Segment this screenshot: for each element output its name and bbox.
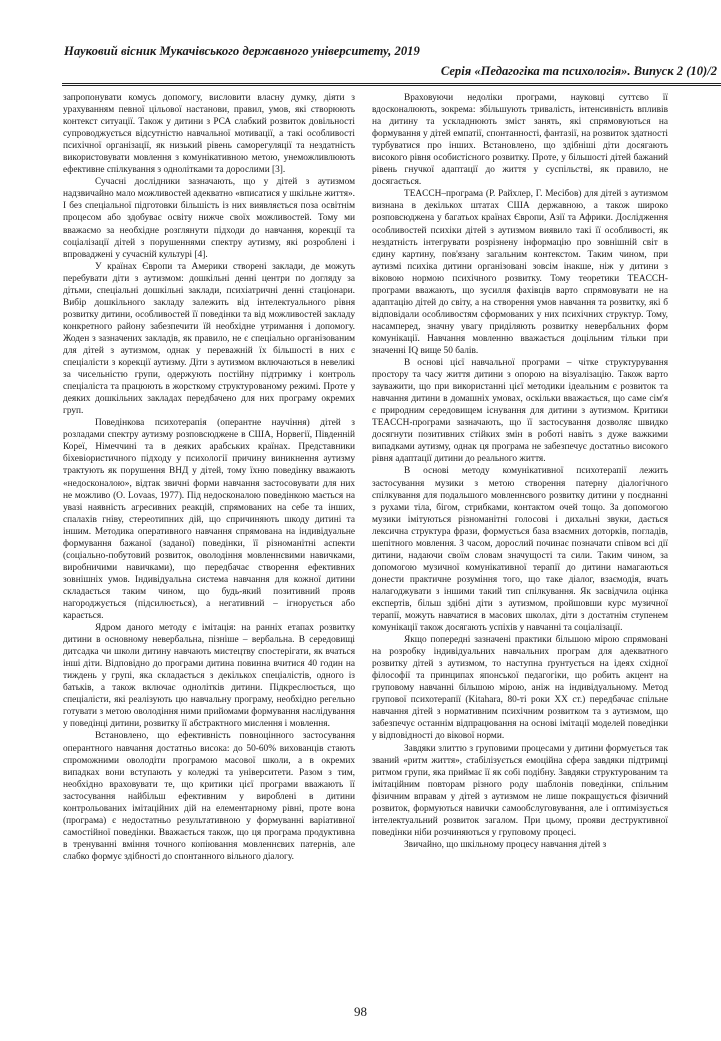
paragraph-right-1: Враховуючи недоліки програми, науковці суттєво її вдосконалюють, зокрема: збільшують тривалість, інтенсивність впливів на дитину та ускладнюють зміст занять, які спрямовуються на формування у дітей емпатії, спонтанності, фантазії, на розвиток здатності турбуватися про інших. Встановлено, що здібніші діти досягають високого рівня особистісного розвитку. Проте, у більшості дітей бажаний рівень гнучкої адаптації до життя у суспільстві, як правило, не досягається. [372,93,668,188]
left-column [63,92,355,863]
page-number: 98 [354,1004,367,1019]
header-rule [62,83,721,86]
paragraph-left-5: Ядром даного методу є імітація: на ранніх етапах розвитку дитини в основному невербальна, пізніше – вербальна. В середовищі дитсадка чи школи дитину навчають мистецтву спостерігати, як вчаться інші діти. Відповідно до програми дитина повинна вчитися 40 годин на тиждень у групі, яка складається з декількох спеціалістів, одного із батьків, а також включає однолітків дитини. Підкреслюється, що спеціалісти, які реалізують цю навчальну програму, необхідно регельно готувати з метою оволодіння ними прийомами формування наслідування у поведінці дитини, розвитку її абстрактного мислення і мовлення. [63,623,355,730]
series-title: Серія «Педагогіка та психологія». Випуск 2 (10)/2 [440,64,717,78]
paragraph-right-4: В основі методу комунікативної психотерапії лежить застосування музики з метою створення патерну діалогічного спілкування для подальшого мовленнєвого розвитку дитини у поєднанні з рухами тіла, бігом, стрибками, контактом очей тощо. За допомогою музики імітуються різноманітні голосові і дихальні звуки, дається лексична структура фрази, формується база взаємних доторків, погладів, шепітного мовлення. З часом, дорослий починає позначати співом всі дії дитини, надаючи своїм словам значущості та сили. Таким чином, за допомогою музичної комунікативної терапії до дитини намагаються донести практичне розуміння того, що таке діалог, взаємодія, вчать налагоджувати з іншими такий тип спілкування. Як засвідчила оцінка експертів, більш здібні діти з аутизмом, пройшовши курс музичної терапії, можуть навчатися в масових школах, діти з достатнім ступенем комунікації також досягають успіхів у навчанні та соціалізації. [372,466,668,634]
paragraph-left-6: Встановлено, що ефективність повноцінного застосування оперантного навчання достатньо висока: до 50-60% вихованців стають спроможними оволодіти програмою масової школи, а в окремих випадках вони вступають у коледжі та університети. Разом з тим, необхідно враховувати те, що критики цієї програми вважають її застосування найбільш ефективним у вироблені в дитини контрольованих імітаційних дій на елементарному рівні, проте вона (програма) є недостатньо результативною у формуванні варіативної самостійної поведінки. Вважається також, що ця програма продуктивна в тренуванні вміння точного копіювання мовленнєвих патернів, але слабко формує здібності до спонтанного вільного діалогу. [63,731,355,862]
paragraph-left-2: Сучасні дослідники зазначають, що у дітей з аутизмом надзвичайно мало можливостей адекватно «вписатися у шкільне життя». І без спеціальної підготовки більшість із них виявляється поза освітнім процесом або здобуває освіту нижче своїх можливостей. Тому ми вважаємо за необхідне розглянути підходи до навчання, корекції та соціалізації дітей з порушеннями спектру аутизму, які розроблені і впроваджені у сучасній культурі [4]. [63,177,355,260]
paragraph-right-7: Звичайно, що шкільному процесу навчання дітей з [404,839,607,850]
journal-title: Науковий вісник Мукачівського державного університету, 2019 [64,44,420,58]
paragraph-left-4: Поведінкова психотерапія (оперантне научіння) дітей з розладами спектру аутизму розповсюджене в США, Норвегії, Південній Кореї, Німеччині та в деяких арабських країнах. Представники біхевіористичного підходу у психології причину виникнення аутизму трактують як порушення ВНД у дітей, тому їхню поведінку вважають «недосконалою», відтак звичні форми навчання застосовувати для них не можливо (O. Lovaas, 1977). Під недосконалою поведінкою мається на увазі наявність агресивних реакцій, спрямованих на себе та інших, спалахів гніву, стереотипних дій, що спричиняють шкоду дитині та іншим. Методика оперативного навчання спрямована на індивідуальне формування бажаної (заданої) поведінки, її різноманітні аспекти (соціально-побутовий розвиток, оволодіння мовленнєвими навичками, виробничими навичками), що передбачає створення ефективних зовнішніх умов. Індивідуальна система навчання для кожної дитини складається таким чином, що будь-який позитивний прояв нагороджується (підсилюється), а негативний – ігнорується або карається. [63,418,355,622]
paragraph-right-5: Якщо попередні зазначені практики більшою мірою спрямовані на розробку індивідуальних навчальних програм для адекватного розвитку дітей з аутизмом, то наступна ґрунтується на ідеях східної філософії та принципах японської педагогіки, що робить акцент на груповому навчанні більшою мірою, аніж на індивідуальному. Метод групової психотерапії (Kitahara, 80-ті роки XX ст.) передбачає спільне навчання дітей з нормативним психічним розвитком та з аутизмом, що забезпечує останнім відпрацювання на основі імітації моделей поведінки у відповідності до вікової норми. [372,635,668,742]
right-column [372,92,668,851]
paragraph-left-3: У країнах Європи та Америки створені заклади, де можуть перебувати діти з аутизмом: дошкільні денні центри по догляду за дітьми, спеціальні дошкільні заклади, психіатричні денні стаціонари. Вибір дошкільного закладу залежить від інтелектуального рівня розвитку дитини, особливостей її поведінки та від можливостей закладу конкретного району забезпечити їй необхідне утримання і допомогу. Жоден з зазначених закладів, як правило, не є спеціально організованим для дітей з аутизмом, однак у переважній їх більшості в них є спеціалісти з корекції аутизму. Діти з аутизмом включаються в невеликі за чисельністю групи, одержують постійну підтримку і контроль спеціаліста та працюють в жорсткому структурованому режимі. Проте у деяких дошкільних закладах передбачено для них програму окремих груп. [63,261,355,417]
paragraph-right-2: TEACCH–програма (Р. Райхлер, Г. Месібов) для дітей з аутизмом визнана в декількох штатах США державною, а також широко розповсюджена у багатьох країнах Європи, Азії та Африки. Дослідження особливостей психіки дітей з аутизмом виявило такі її особливості, як нездатність інтегрувати розрізнену інформацію про зовнішній світ в єдину картину, пов'язану загальним контекстом. Таким чином, при аутизмі психіка дитини організовані зовсім інакше, ніж у дитини з віковою нормою психічного розвитку. Тому теоретики TEACCH-програми вважають, що зусилля фахівців варто спрямовувати не на адаптацію дітей до світу, а на створення умов навчання та розвитку, які б відповідали особливостям сформованих у них психічних структур. Тому, насамперед, значну увагу приділяють розвитку невербальних форм комунікації. Навчання мовленню вважається доцільним тільки при значенні IQ вище 50 балів. [372,189,668,356]
paragraph-right-3: В основі цієї навчальної програми – чітке структурування простору та часу життя дитини з опорою на візуалізацію. Також варто зауважити, що при використанні цієї методики ідеальним є розвиток та навчання дитини в домашніх умовах, оскільки вважається, що саме сім'я є природним середовищем існування для дитини з аутизмом. Критики TEACCH-програми зазначають, що її застосування дозволяє швидко досягнути позитивних стійких змін в роботі навіть з дуже важкими випадками аутизму, однак ця програма не забезпечує достатньо високого рівня адаптації дитини до реального життя. [372,358,668,465]
paragraph-right-6: Завдяки злиттю з груповими процесами у дитини формується так званий «ритм життя», стабілізується емоційна сфера завдяки підтримці ритмом групи, яка приймає її як собі подібну. Завдяки структурованим та імітаційним повторам різного роду шаблонів поведінки, спільним фізичним вправам у дітей з аутизмом не лише покращується фізичний розвиток, формуються навички самообслуговування, але і оптимізується інтелектуальний розвиток загалом. При цьому, прояви деструктивної поведінки ніби розчиняються у груповому процесі. [372,743,668,838]
paragraph-left-1: запропонувати комусь допомогу, висловити власну думку, діяти з урахуванням певної цільової настанови, правил, умов, які створюють контекст ситуації. Також у дитини з РСА слабкий розвиток довільності супроводжується відсутністю навчальної мотивації, а такі особливості психічної організації, як низький рівень саморегуляції та нездатність використовувати мовлення з комунікативною метою, унеможливлюють ефективне спілкування з однолітками та дорослими [3]. [63,93,355,176]
